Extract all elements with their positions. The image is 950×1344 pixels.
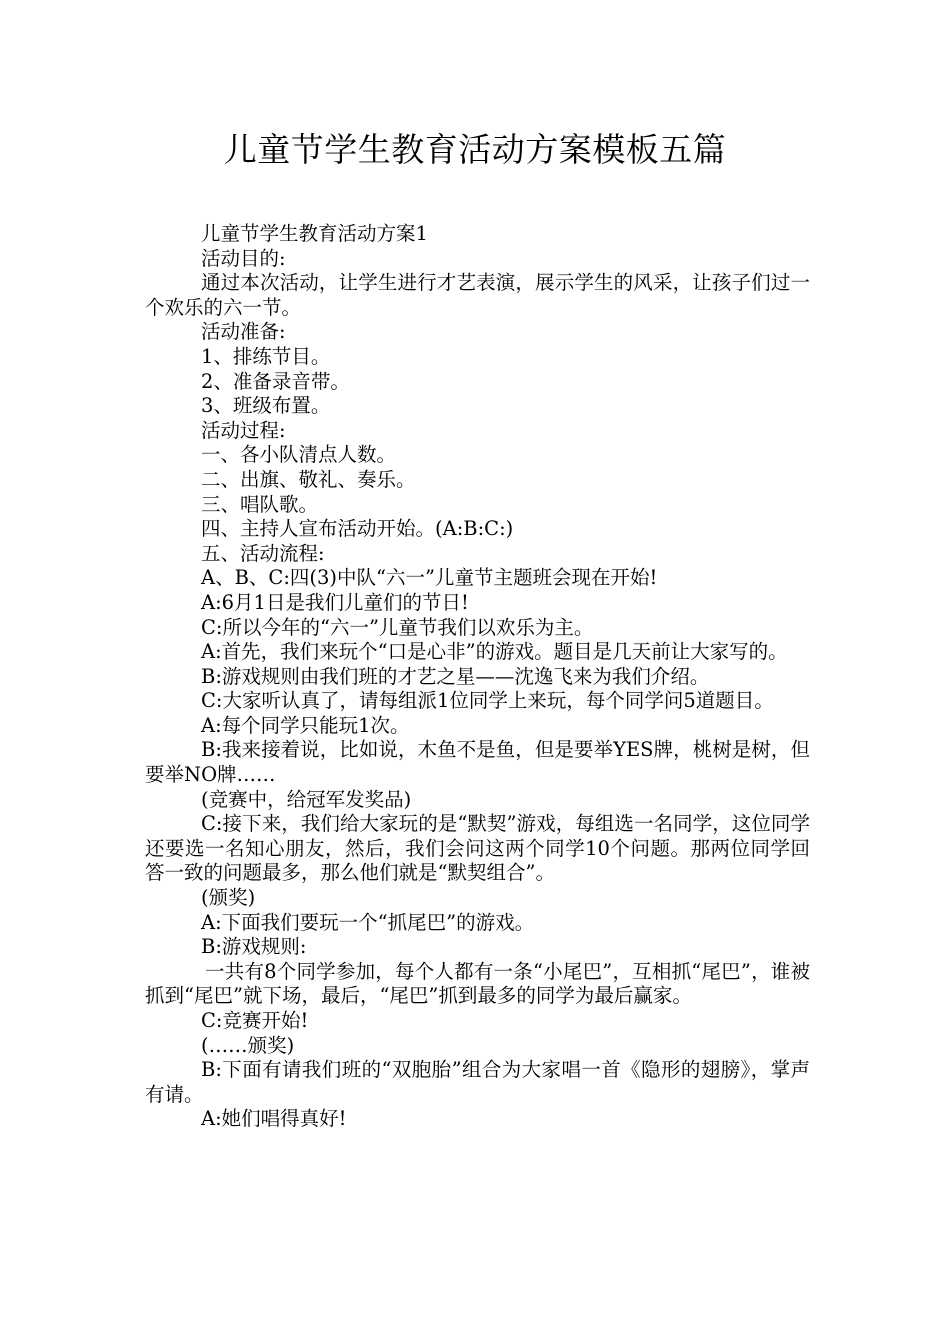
- paragraph: 一、各小队清点人数。: [201, 443, 397, 467]
- paragraph: B:游戏规则:: [201, 935, 307, 959]
- paragraph: A:6月1日是我们儿童们的节日!: [201, 590, 469, 614]
- paragraph: B:游戏规则由我们班的才艺之星——沈逸飞来为我们介绍。: [201, 664, 710, 688]
- paragraph: 二、出旗、敬礼、奏乐。: [201, 467, 416, 491]
- paragraph: C:所以今年的“六一”儿童节我们以欢乐为主。: [201, 615, 594, 639]
- paragraph: B:下面有请我们班的“双胞胎”组合为大家唱一首《隐形的翅膀》，掌声有请。: [145, 1058, 810, 1106]
- paragraph: A、B、C:四(3)中队“六一”儿童节主题班会现在开始!: [201, 566, 658, 590]
- paragraph: 2、准备录音带。: [201, 369, 350, 393]
- paragraph: (竞赛中，给冠军发奖品): [201, 787, 412, 811]
- paragraph: 活动过程:: [201, 418, 286, 442]
- paragraph: 活动目的:: [201, 246, 286, 270]
- paragraph: C:大家听认真了，请每组派1位同学上来玩，每个同学问5道题目。: [201, 689, 774, 713]
- paragraph: A:下面我们要玩一个“抓尾巴”的游戏。: [201, 910, 535, 934]
- paragraph: 通过本次活动，让学生进行才艺表演，展示学生的风采，让孩子们过一个欢乐的六一节。: [145, 271, 810, 319]
- paragraph: 一共有8个同学参加，每个人都有一条“小尾巴”，互相抓“尾巴”，谁被抓到“尾巴”就下场，最后，“尾巴”抓到最多的同学为最后赢家。: [145, 959, 810, 1008]
- paragraph: (……颁奖): [201, 1033, 295, 1057]
- paragraph: 三、唱队歌。: [201, 492, 319, 516]
- document-body: [145, 222, 810, 1132]
- paragraph: B:我来接着说，比如说，木鱼不是鱼，但是要举YES牌，桃树是树，但要举NO牌……: [145, 738, 810, 787]
- paragraph: 四、主持人宣布活动开始。(A:B:C:): [201, 517, 514, 541]
- paragraph: A:每个同学只能玩1次。: [201, 713, 410, 737]
- document-title: 儿童节学生教育活动方案模板五篇: [223, 130, 727, 169]
- paragraph: A:首先，我们来玩个“口是心非”的游戏。题目是几天前让大家写的。: [201, 640, 788, 664]
- section-heading: 儿童节学生教育活动方案1: [201, 222, 428, 245]
- paragraph: 五、活动流程:: [201, 541, 325, 565]
- paragraph: C:接下来，我们给大家玩的是“默契”游戏，每组选一名同学，这位同学还要选一名知心朋友，然后，我们会问这两个同学10个问题。那两位同学回答一致的问题最多，那么他们就是“默契组合”。: [145, 812, 810, 885]
- paragraph: (颁奖): [201, 886, 256, 910]
- paragraph: 3、班级布置。: [201, 394, 331, 418]
- paragraph: A:她们唱得真好!: [201, 1107, 347, 1131]
- paragraph: 1、排练节目。: [201, 344, 331, 368]
- paragraph: C:竞赛开始!: [201, 1009, 309, 1032]
- paragraph: 活动准备:: [201, 320, 286, 344]
